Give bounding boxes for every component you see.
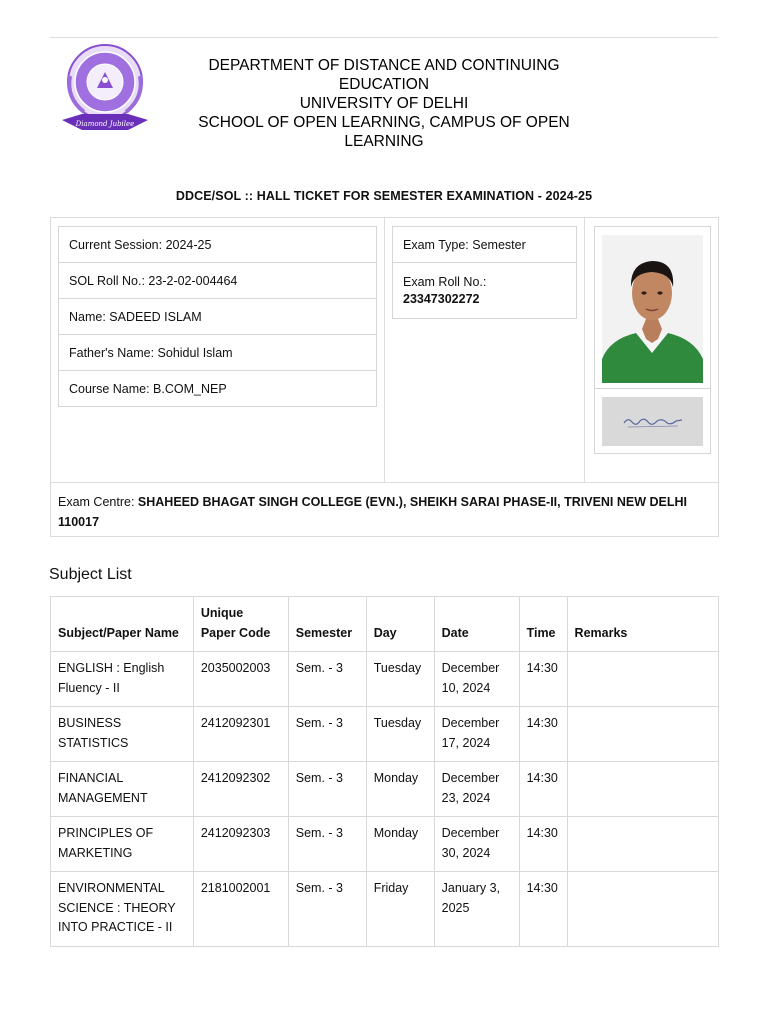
student-info-box [50,217,719,537]
exam-roll-label: Exam Roll No.: [403,275,487,289]
photo-signature-box [594,226,711,454]
column-divider [584,218,585,482]
exam-centre-label: Exam Centre: [58,495,135,509]
exam-roll-cell [393,263,577,319]
paper-code: 2412092302 [193,762,288,817]
institution-heading [180,56,588,151]
exam-date: December 10, 2024 [434,652,519,707]
paper-code: 2412092303 [193,817,288,872]
exam-time: 14:30 [519,872,567,947]
paper-name: FINANCIAL MANAGEMENT [51,762,194,817]
column-header: Unique Paper Code [193,597,288,652]
semester: Sem. - 3 [288,707,366,762]
exam-centre [58,492,708,532]
table-row [51,707,719,762]
paper-name: ENVIRONMENTAL SCIENCE : THEORY INTO PRACTICE - II [51,872,194,947]
paper-code: 2412092301 [193,707,288,762]
semester: Sem. - 3 [288,762,366,817]
exam-day: Friday [366,872,434,947]
father-name: Father's Name: Sohidul Islam [59,335,377,371]
student-signature [602,397,703,446]
exam-day: Monday [366,817,434,872]
exam-date: December 30, 2024 [434,817,519,872]
remarks [567,762,718,817]
column-header: Date [434,597,519,652]
subject-list-title: Subject List [49,566,132,583]
table-row [51,762,719,817]
exam-time: 14:30 [519,707,567,762]
table-row [51,872,719,947]
column-header: Remarks [567,597,718,652]
school-line-1: SCHOOL OF OPEN LEARNING, CAMPUS OF OPEN [198,114,570,131]
table-header-row [51,597,719,652]
exam-type: Exam Type: Semester [393,227,577,263]
remarks [567,707,718,762]
photo-cell [595,227,710,389]
exam-date: January 3, 2025 [434,872,519,947]
exam-time: 14:30 [519,817,567,872]
exam-roll-value: 23347302272 [403,292,480,306]
exam-centre-value: SHAHEED BHAGAT SINGH COLLEGE (EVN.), SHEIKH SARAI PHASE-II, TRIVENI NEW DELHI 110017 [58,495,688,529]
column-header: Time [519,597,567,652]
paper-code: 2035002003 [193,652,288,707]
dept-line-1: DEPARTMENT OF DISTANCE AND CONTINUING [208,57,560,74]
exam-date: December 23, 2024 [434,762,519,817]
table-row [51,817,719,872]
row-divider [51,482,718,483]
top-divider [50,37,718,38]
column-divider [384,218,385,482]
table-row [51,652,719,707]
paper-name: ENGLISH : English Fluency - II [51,652,194,707]
column-header: Day [366,597,434,652]
paper-name: BUSINESS STATISTICS [51,707,194,762]
ticket-title: DDCE/SOL :: HALL TICKET FOR SEMESTER EXAMINATION - 2024-25 [175,189,593,203]
student-name: Name: SADEED ISLAM [59,299,377,335]
exam-day: Monday [366,762,434,817]
school-line-2: LEARNING [344,133,424,150]
exam-day: Tuesday [366,707,434,762]
student-photo [602,235,703,383]
student-details-table [58,226,377,407]
column-header: Semester [288,597,366,652]
column-header: Subject/Paper Name [51,597,194,652]
university-logo [56,42,154,138]
dept-line-2: EDUCATION [338,76,430,93]
semester: Sem. - 3 [288,817,366,872]
exam-details-table [392,226,577,319]
current-session: Current Session: 2024-25 [59,227,377,263]
remarks [567,872,718,947]
sol-roll-no: SOL Roll No.: 23-2-02-004464 [59,263,377,299]
semester: Sem. - 3 [288,652,366,707]
remarks [567,652,718,707]
exam-date: December 17, 2024 [434,707,519,762]
logo-ribbon-text: Diamond Jubilee [75,120,135,128]
exam-day: Tuesday [366,652,434,707]
semester: Sem. - 3 [288,872,366,947]
course-name: Course Name: B.COM_NEP [59,371,377,407]
remarks [567,817,718,872]
university-name: UNIVERSITY OF DELHI [299,95,469,112]
paper-name: PRINCIPLES OF MARKETING [51,817,194,872]
exam-time: 14:30 [519,652,567,707]
exam-time: 14:30 [519,762,567,817]
paper-code: 2181002001 [193,872,288,947]
subject-table [50,596,719,947]
